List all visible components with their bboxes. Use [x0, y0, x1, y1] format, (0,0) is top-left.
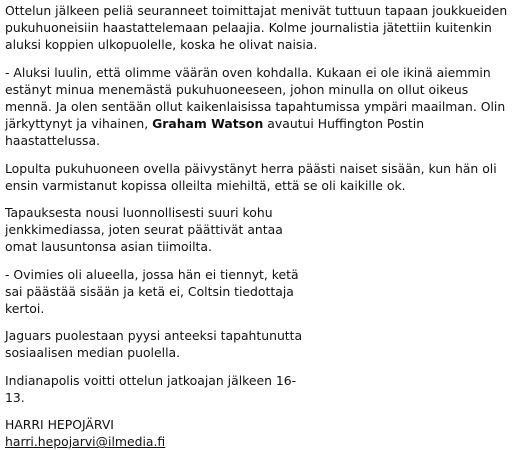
- article-body: [5, 2, 510, 450]
- paragraph-result: Indianapolis voitti ottelun jatkoajan jälkeen 16-13.: [5, 372, 297, 405]
- paragraph-intro: Ottelun jälkeen peliä seuranneet toimittajat menivät tuttuun tapaan joukkueiden pukuhuoneisiin haastattelemaan pelaajia. Kolme journalistia jätettiin kuitenkin aluksi koppien ulkopuolelle, koska he olivat naisia.: [5, 3, 508, 53]
- quote-attribution: avautui Huffington Postin haastattelussa.: [5, 116, 425, 149]
- paragraph-resolution: Lopulta pukuhuoneen ovella päivystänyt herra päästi naiset sisään, kun hän oli ensin varmistanut kopissa olleilta miehiltä, että se oli kaikille ok.: [5, 160, 497, 193]
- author-email-row: [5, 433, 305, 450]
- paragraph-media-reaction: Tapauksesta nousi luonnollisesti suuri kohu jenkkimediassa, joten seurat päättivät antaa omat lausuntonsa asian tiimoilta.: [5, 205, 283, 255]
- paragraph-jaguars-apology: Jaguars puolestaan pyysi anteeksi tapahtunutta sosiaalisen median puolella.: [5, 328, 303, 361]
- author-email-link[interactable]: harri.hepojarvi@ilmedia.fi: [5, 434, 166, 450]
- quoted-person-name: Graham Watson: [152, 116, 264, 132]
- paragraph-colts-statement: - Ovimies oli alueella, jossa hän ei tiennyt, ketä sai päästää sisään ja ketä ei, Coltsin tiedottaja kertoi.: [5, 266, 299, 317]
- author-name: HARRI HEPOJÄRVI: [5, 417, 114, 433]
- paragraph-quote: [5, 64, 510, 150]
- quote-text: - Aluksi luulin, että olimme väärän oven kohdalla. Kukaan ei ole ikinä aiemmin estänyt minua menemästä pukuhuoneeseen, johon minulla on ollut oikeus mennä. Ja olen sentään ollut kaikenlaisissa tapahtumissa ympäri maailman. Olin järkyttynyt ja vihainen,: [5, 64, 506, 132]
